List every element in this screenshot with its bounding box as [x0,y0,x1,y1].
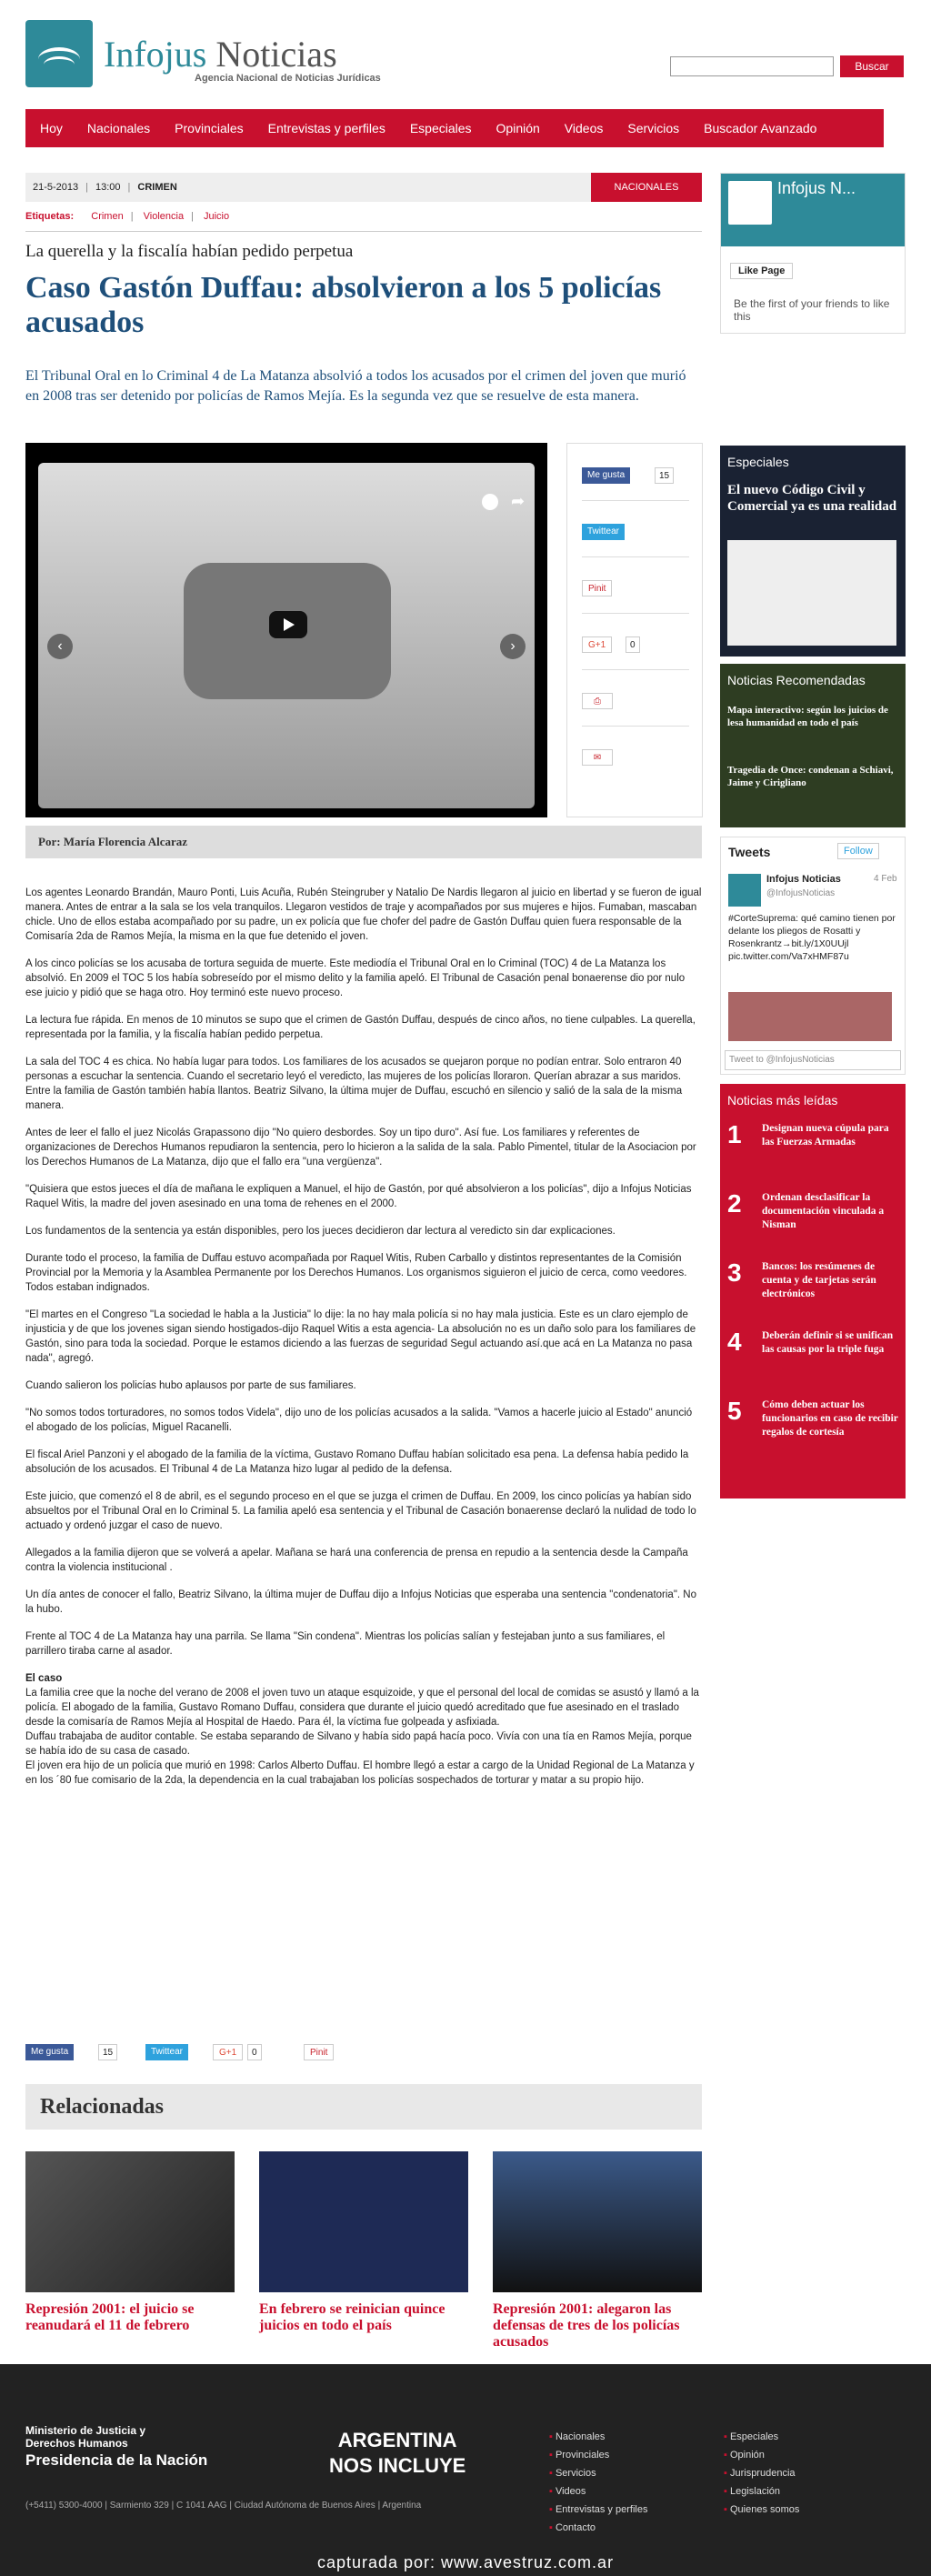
article-paragraph: Frente al TOC 4 de La Matanza hay una parrila. Se llama "Sin condena". Mientras los policías salían y festejaban junto a sus familiares, el parrillero tiraba carne al asador. [25,1631,666,1657]
nav-item[interactable]: Servicios [627,121,680,135]
most-read-box [720,1084,906,1498]
tags-label: Etiquetas: [25,211,75,222]
follow-button[interactable]: Follow [837,843,879,859]
especiales-box[interactable] [720,446,906,657]
article-paragraph: La sala del TOC 4 es chica. No había lugar para todos. Los familiares de los acusados se quejaron porque no podían entrar. Solo entraron 40 personas a escuchar la sentencia. Cuando el secretario leyó el veredicto, las mujeres de los policías lloraron. Querían abrazar a sus maridos. Entre la familia de Gastón también había llantos. Beatriz Silvano, la última mujer de Duffau, escuchó en silencio y salió de la sala de la misma manera. [25,1057,683,1111]
especiales-image[interactable] [727,540,896,646]
divider [582,669,689,670]
pinit-button[interactable]: Pinit [582,580,612,596]
avatar[interactable] [728,874,761,907]
article-paragraph: Antes de leer el fallo el juez Nicolás Grapassono dijo "No quiero desbordes. Soy un tipo duro". Así fue. Los familiares y referentes de organizaciones de Derechos Humanos repudiaron la sentencia, pero lo hicieron a la salida de la sala. Pablo Pimentel, titular de la Asociacion por los Derechos Humanos de La Matanza, dijo que el fallo era "una vergüenza". [25,1128,696,1168]
footer-link[interactable]: ▪ Legislación [724,2486,780,2497]
play-icon[interactable] [269,611,307,638]
footer-link[interactable]: ▪ Provinciales [549,2450,609,2461]
video-frame [38,463,535,808]
email-icon[interactable]: ✉ [582,749,613,766]
divider [582,556,689,557]
nav-item[interactable]: Provinciales [175,121,244,135]
nav-item[interactable]: Especiales [409,121,472,135]
most-read-item[interactable]: 5 Cómo deben actuar los funcionarios en caso de recibir regalos de cortesía [727,1397,898,1438]
article-lede: El Tribunal Oral en lo Criminal 4 de La Matanza absolvió a todos los acusados por el crimen del joven que murió en 2008 tras ser detenido por policías de Ramos Mejía. Es la segunda vez que se resuelve de esta manera. [25,368,686,404]
print-icon[interactable]: ⎙ [582,693,613,709]
section-badge[interactable]: NACIONALES [591,173,702,202]
divider [582,500,689,501]
related-title[interactable]: Represión 2001: alegaron las defensas de tres de los policías acusados [493,2301,680,2350]
presidency-name[interactable]: Presidencia de la Nación [25,2451,208,2469]
footer-link[interactable]: ▪ Opinión [724,2450,765,2461]
most-read-title: Noticias más leídas [727,1093,838,1108]
footer-address: (+5411) 5300-4000 | Sarmiento 329 | C 1041 AAG | Ciudad Autónoma de Buenos Aires | Argentina [25,2501,422,2511]
bottom-share-bar [25,2044,702,2062]
related-item[interactable] [259,2151,468,2334]
article-paragraph: El joven era hijo de un policía que murió en 1998: Carlos Alberto Duffau. El hombre llegó a estar a cargo de la Unidad Regional de La Matanza y en los ´80 fue comisario de la 2da, la dependencia en la cual trabajaban los policías sospechados de torturar y matar a su propio hijo. [25,1760,695,1786]
article-paragraph: "No somos todos torturadores, no somos todos Videla", dijo uno de los policías acusados a la salida. "Vamos a hacerle juicio al Estado" anunció el abogado de los policías, Miguel Racanelli. [25,1408,693,1433]
article-kicker: La querella y la fiscalía habían pedido perpetua [25,242,354,261]
article-body [25,886,702,1788]
tags-row: Etiquetas: Crimen | Violencia | Juicio [25,211,230,222]
related-item[interactable] [493,2151,702,2350]
article-author: Por: María Florencia Alcaraz [25,826,702,858]
related-image[interactable] [493,2151,702,2292]
tweet-button[interactable]: Twittear [582,524,625,540]
article-paragraph: La familia cree que la noche del verano de 2008 el joven tuvo un ataque esquizoide, y que el personal del local de comidas se asustó y llamó a la policía. El abogado de la familia, Gustavo Romano Duffau, considera que durante el juicio quedó acreditado que fue asesinado en el traslado desde la comisaría de Ramos Mejía al Hospital de Haedo. Para él, la víctima fue golpeada y asfixiada. [25,1688,699,1728]
article-paragraph: Durante todo el proceso, la familia de Duffau estuvo acompañada por Raquel Witis, Ruben Carballo y distintos representantes de la Comisión Provincial por la Memoria y la Asamblea Permanente por los Derechos Humanos. Los organismos siguieron el juicio de cerca, como veedores. Todos estaban indignados. [25,1253,687,1293]
most-read-item[interactable]: 1 Designan nueva cúpula para las Fuerzas Armadas [727,1120,889,1148]
tweet-date: 4 Feb [874,874,897,884]
most-read-item[interactable]: 3 Bancos: los resúmenes de cuenta y de tarjetas serán electrónicos [727,1258,876,1299]
tweet-author[interactable]: Infojus Noticias [766,874,841,885]
site-header [25,20,889,93]
share-column [566,443,703,817]
especiales-headline[interactable]: El nuevo Código Civil y Comercial ya es una realidad [727,483,897,514]
nav-item[interactable]: Hoy [40,121,63,135]
pinit-button[interactable]: Pinit [304,2044,334,2060]
logo-book-icon[interactable] [25,20,93,87]
gplus-button[interactable]: G+1 [213,2044,243,2060]
next-arrow-icon[interactable]: › [500,634,526,659]
tag-link[interactable]: Juicio [204,211,230,222]
ministry-name[interactable]: Ministerio de Justicia y Derechos Humanos [25,2424,146,2450]
site-footer [0,2364,931,2576]
related-image[interactable] [25,2151,235,2292]
divider [25,231,702,232]
article-headline: Caso Gastón Duffau: absolvieron a los 5 policías acusados [25,271,662,339]
recommended-item[interactable]: Tragedia de Once: condenan a Schiavi, Jaime y Cirigliano [727,765,894,788]
facebook-count: 15 [98,2044,117,2060]
facebook-like-button[interactable]: Me gusta [25,2044,74,2060]
tweet-button[interactable]: Twittear [145,2044,188,2060]
article-paragraph: Un día antes de conocer el fallo, Beatriz Silvano, la última mujer de Duffau dijo a Infojus Noticias que esperaba una sentencia "condenatoria". No la hubo. [25,1589,696,1615]
watch-later-icon[interactable] [482,494,498,510]
article-paragraph: Cuando salieron los policías hubo aplausos por parte de sus familiares. [25,1380,356,1391]
gplus-count: 0 [247,2044,262,2060]
nav-item[interactable]: Nacionales [86,121,151,135]
article-paragraph: El fiscal Ariel Panzoni y el abogado de la familia de la víctima, Gustavo Romano Duffau habían solicitado esa pena. La defensa había pedido la absolución de los acusados. El Tribunal 4 de La Matanza hizo lugar al pedido de la defensa. [25,1449,689,1475]
article-paragraph: Allegados a la familia dijeron que se volverá a apelar. Mañana se hará una conferencia de prensa en repudio a la sentencia desde la Campaña contra la violencia institucional . [25,1548,688,1573]
video-player[interactable] [25,443,547,817]
related-title[interactable]: Represión 2001: el juicio se reanudará el 11 de febrero [25,2301,195,2333]
footer-link[interactable]: ▪ Entrevistas y perfiles [549,2504,647,2515]
article-paragraph: Este juicio, que comenzó el 8 de abril, es el segundo proceso en el que se juzga el crimen de Duffau. En 2009, los cinco policías ya habían sido absueltos por el Tribunal Oral en lo Criminal 5. La familia apeló esa sentencia y el Tribunal de Casación bonaerense declaró la nulidad de todo lo actuado y ordenó juzgar el caso de nuevo. [25,1491,696,1531]
twitter-widget [720,837,906,1075]
footer-link[interactable]: ▪ Quienes somos [724,2504,799,2515]
site-logo[interactable] [104,33,337,75]
article-paragraph: Los agentes Leonardo Brandán, Mauro Ponti, Luis Acuña, Rubén Steingruber y Natalio De Nardis llegaron al juicio en libertad y se fueron de igual manera. Antes de entrar a la sala se los vela tranquilos. Llegaron vestidos de traje y acompañados por sus mujeres e hijos. Fumaban, mascaban chicle. Uno de ellos estaba acompañado por su padre, un ex policía que fue chofer del padre de Gastón Duffau quien fuera responsable de la Comisaría 2da de Ramos Mejía, la misma en la que fue detenido el joven. [25,887,702,942]
footer-link[interactable]: ▪ Videos [549,2486,586,2497]
article-paragraph: Los fundamentos de la sentencia ya están disponibles, pero los jueces decidieron dar lectura al veredicto sin dar explicaciones. [25,1226,616,1237]
logo-main: Infojus [104,34,207,75]
facebook-like-button[interactable]: Me gusta [582,467,630,484]
article-category: CRIMEN [137,182,177,193]
article-paragraph: A los cinco policías se los acusaba de tortura seguida de muerte. Este mediodía el Tribunal Oral en lo Criminal (TOC) 4 de La Matanza los absolvió. En 2009 el TOC 5 los había sobreseído por el mismo delito y la familia apeló. El Tribunal de Casación penal bonaerense dio por nulo ese juicio y pidió que se haga otro. Hoy terminó este nuevo proceso. [25,958,686,998]
nav-item[interactable]: Opinión [496,121,540,135]
footer-link[interactable]: ▪ Jurisprudencia [724,2468,796,2479]
footer-link[interactable]: ▪ Servicios [549,2468,596,2479]
nav-item[interactable]: Videos [564,121,604,135]
article-paragraph: Duffau trabajaba de auditor contable. Se estaba separando de Silvano y había sido papá hacía poco. Vivía con una tía en Ramos Mejía, porque se había ido de su casa de casado. [25,1731,692,1757]
related-heading: Relacionadas [25,2084,702,2130]
tweet-handle: @InfojusNoticias [766,888,836,898]
tag-link[interactable]: Crimen [91,211,124,222]
gplus-button[interactable]: G+1 [582,636,612,653]
like-page-button[interactable]: Like Page [730,263,793,279]
article-meta: 21-5-2013 | 13:00 | CRIMEN [25,173,702,202]
nav-item[interactable]: Entrevistas y perfiles [267,121,385,135]
logo-second: Noticias [215,34,337,75]
facebook-widget [720,173,906,334]
search-input[interactable] [670,56,834,76]
related-title[interactable]: En febrero se reinician quince juicios en todo el país [259,2301,445,2333]
recommended-box [720,664,906,827]
article-paragraph: "Quisiera que estos jueces el día de mañana le expliquen a Manuel, el hijo de Gastón, por qué absolvieron a los policías", dijo a Infojus Noticias Raquel Witis, la madre del joven asesinado en una toma de rehenes en el 2000. [25,1184,692,1209]
article-date: 21-5-2013 [33,182,79,193]
article-paragraph: "El martes en el Congreso "La sociedad le habla a la Justicia" lo dije: la no hay mala policía si no hay mala justicia. Este es un claro ejemplo de injusticia y de que los jovenes sigan siendo hostigados-dijo Raquel Witis a esta agencia- La absolución no es un daño solo para los familiares de Gastón, sino para toda la sociedad. Porque le estamos diciendo a las fuerzas de seguridad Segul actuando así.que acá en La Matanza no pasa nada", agregó. [25,1309,696,1364]
facebook-count: 15 [655,467,674,484]
article-paragraph: La lectura fue rápida. En menos de 10 minutos se supo que el crimen de Gastón Duffau, después de cinco años, no tiene culpables. La querella, representada por la familia, y la fiscalía habían pedido perpetua. [25,1015,696,1040]
footer-link[interactable]: ▪ Contacto [549,2522,596,2533]
tag-link[interactable]: Violencia [143,211,185,222]
tweet-text: #CorteSuprema: qué camino tienen por delante los pliegos de Rosatti y Rosenkrantz→bit.ly/1X0UUjl pic.twitter.com/Va7xHMF87u [728,913,896,962]
footer-link[interactable]: ▪ Especiales [724,2431,778,2442]
article-paragraph: El caso [25,1673,63,1684]
recommended-title: Noticias Recomendadas [727,673,866,687]
fb-friends-text: Be the first of your friends to like this [734,297,890,323]
most-read-item[interactable]: 4 Deberán definir si se unifican las causas por la triple fuga [727,1328,894,1356]
recommended-item[interactable]: Mapa interactivo: según los juicios de lesa humanidad en todo el país [727,705,888,728]
article-time: 13:00 [95,182,121,193]
tweets-title: Tweets [728,845,771,859]
gplus-count: 0 [626,636,640,653]
divider [582,726,689,727]
related-item[interactable] [25,2151,235,2334]
divider [582,613,689,614]
tweet-input[interactable]: Tweet to @InfojusNoticias [725,1050,901,1070]
most-read-item[interactable]: 2 Ordenan desclasificar la documentación vinculada a Nisman [727,1189,885,1230]
especiales-title: Especiales [727,455,789,469]
page-avatar [728,181,772,225]
footer-link[interactable]: ▪ Nacionales [549,2431,605,2442]
search-button[interactable]: Buscar [840,55,904,77]
footer-links-1 [549,2428,647,2537]
capture-credit: capturada por: www.avestruz.com.ar [316,2553,615,2571]
main-nav [25,109,884,147]
related-image[interactable] [259,2151,468,2292]
argentina-logo[interactable]: ARGENTINA NOS INCLUYE [329,2429,466,2477]
prev-arrow-icon[interactable]: ‹ [47,634,73,659]
share-icon[interactable]: ➦ [511,492,526,510]
logo-subtitle: Agencia Nacional de Noticias Jurídicas [195,73,381,84]
footer-links-2 [724,2428,799,2519]
fb-page-name[interactable]: Infojus N... [777,179,856,197]
tweet-image[interactable] [728,992,892,1041]
nav-item[interactable]: Buscador Avanzado [704,121,817,135]
